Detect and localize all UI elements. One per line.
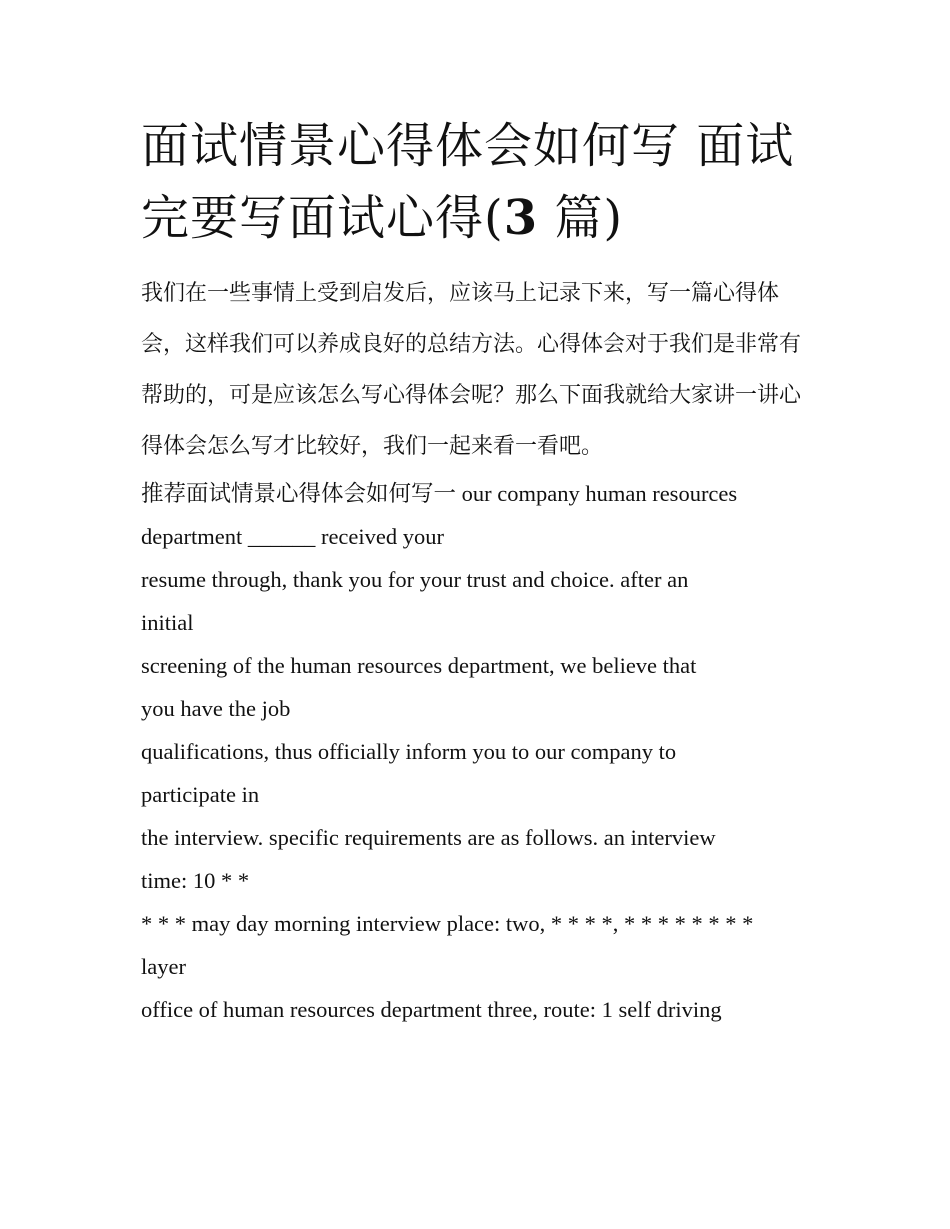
intro-paragraph: 我们在一些事情上受到启发后，应该马上记录下来，写一篇心得体会，这样我们可以养成良好的总结方法。心得体会对于我们是非常有帮助的，可是应该怎么写心得体会呢？那么下面我就给大家讲一讲心得体会怎么写才比较好，我们一起来看一看吧。 <box>141 281 802 459</box>
body-line: * * * may day morning interview place: two, * * * *, * * * * * * * * <box>141 911 754 936</box>
body-line: participate in <box>141 782 260 807</box>
body-line: initial <box>141 610 194 635</box>
body-line: screening of the human resources department, we believe that <box>141 653 697 678</box>
body-line: resume through, thank you for your trust and choice. after an <box>141 567 689 592</box>
body-paragraph <box>141 472 816 1031</box>
document-content <box>141 110 816 1031</box>
document-title <box>141 110 816 254</box>
body-line: qualifications, thus officially inform you to our company to <box>141 739 677 764</box>
body-line: layer <box>141 954 186 979</box>
document-title-text: 面试情景心得体会如何写 面试完要写面试心得( <box>141 118 795 246</box>
document-title-suffix: 篇) <box>538 190 624 246</box>
body-line: department ______ received your <box>141 524 445 549</box>
body-line: you have the job <box>141 696 291 721</box>
body-line: 推荐面试情景心得体会如何写一 our company human resources <box>141 481 738 506</box>
body-line: office of human resources department three, route: 1 self driving <box>141 997 722 1022</box>
body-line: the interview. specific requirements are as follows. an interview <box>141 825 716 850</box>
body-line: time: 10 * * <box>141 868 250 893</box>
document-title-count: 3 <box>503 190 539 246</box>
